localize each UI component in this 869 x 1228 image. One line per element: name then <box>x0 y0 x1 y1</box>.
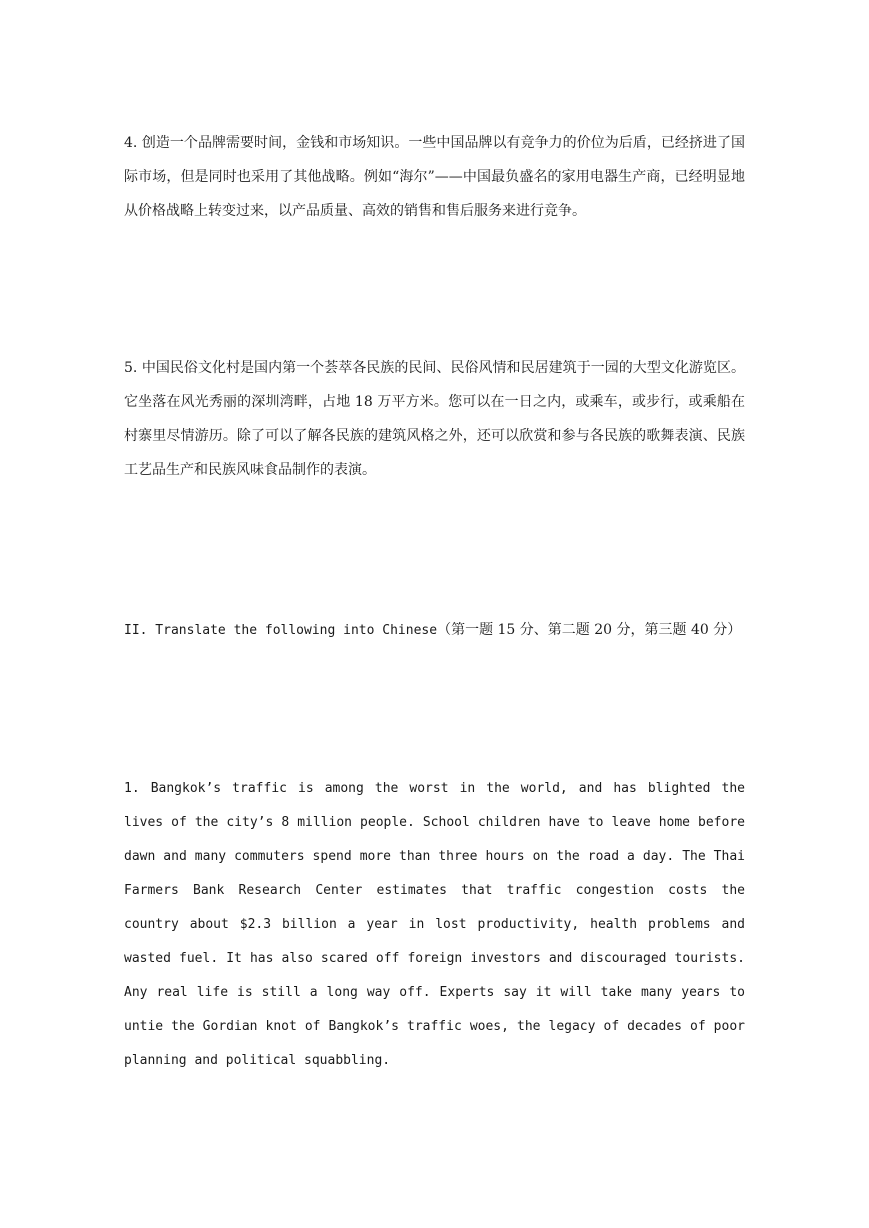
paragraph-item-5: 5. 中国民俗文化村是国内第一个荟萃各民族的民间、民俗风情和民居建筑于一园的大型文化游览区。它坐落在风光秀丽的深圳湾畔，占地 18 万平方米。您可以在一日之内，或乘车，或步行，或乘船在村寨里尽情游历。除了可以了解各民族的建筑风格之外，还可以欣赏和参与各民族的歌舞表演、民族工艺品生产和民族风味食品制作的表演。 <box>124 360 745 478</box>
section-heading-scoring: （第一题 15 分、第二题 20 分，第三题 40 分） <box>437 622 742 638</box>
section-heading-english: II. Translate the following into Chinese <box>124 623 438 638</box>
paragraph-item-4: 4. 创造一个品牌需要时间，金钱和市场知识。一些中国品牌以有竞争力的价位为后盾，已经挤进了国际市场，但是同时也采用了其他战略。例如“海尔”——中国最负盛名的家用电器生产商，已经明显地从价格战略上转变过来，以产品质量、高效的销售和售后服务来进行竞争。 <box>124 135 745 219</box>
paragraph-bangkok-traffic: 1. Bangkok’s traffic is among the worst in the world, and has blighted the lives of the city’s 8 million people. School children have to leave home before dawn and many commuters spend more than three hours on the road a day. The Thai Farmers Bank Research Center estimates that traffic congestion costs the country about $2.3 billion a year in lost productivity, health problems and wasted fuel. It has also scared off foreign investors and discouraged tourists. Any real life is still a long way off. Experts say it will take many years to untie the Gordian knot of Bangkok’s traffic woes, the legacy of decades of poor planning and political squabbling. <box>124 781 745 1068</box>
section-heading-translate-into-chinese <box>124 613 764 648</box>
